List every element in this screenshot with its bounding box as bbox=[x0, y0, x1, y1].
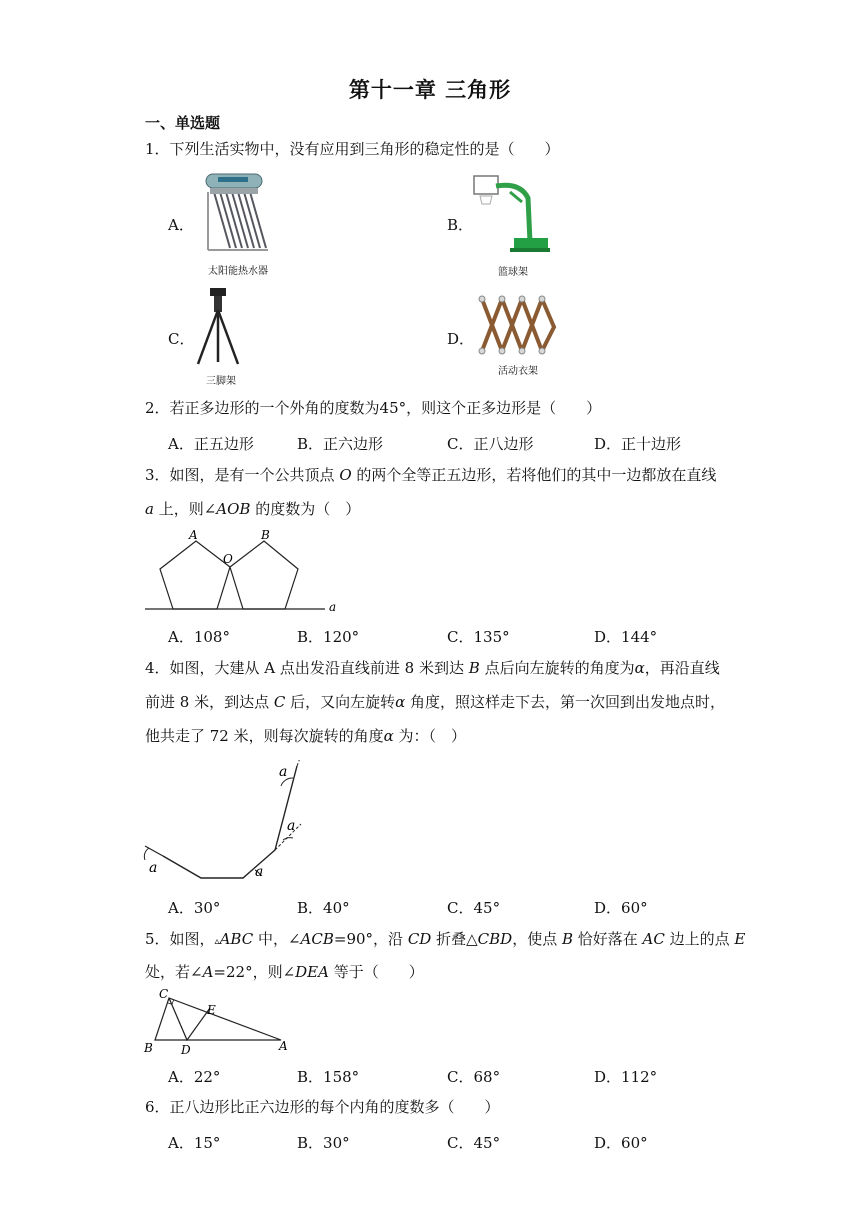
q3-label-b: B bbox=[261, 528, 270, 542]
q1-option-b-caption: 篮球架 bbox=[498, 267, 528, 278]
q5-label-b: B bbox=[144, 1041, 153, 1055]
q6-option-b: B．30° bbox=[297, 1134, 350, 1152]
question-3-line-2: a 上，则∠AOB 的度数为（ ） bbox=[145, 500, 361, 518]
q5-label-c: C bbox=[159, 987, 169, 1001]
question-3-line-1: 3．如图，是有一个公共顶点 O 的两个全等正五边形，若将他们的其中一边都放在直线 bbox=[145, 466, 717, 484]
question-5-line-1: 5．如图，▵ABC 中，∠ACB=90°，沿 CD 折叠△CBD，使点 B 恰好落在 AC 边上的点 E bbox=[145, 930, 746, 948]
tripod-icon bbox=[194, 286, 244, 372]
q6-option-d: D．60° bbox=[594, 1134, 648, 1152]
q4-angle-label-4: a bbox=[149, 860, 158, 876]
q3-option-d: D．144° bbox=[594, 628, 658, 646]
q5-label-d: D bbox=[181, 1043, 191, 1057]
q1-option-b-label: B． bbox=[447, 216, 474, 234]
basketball-stand-icon bbox=[470, 172, 555, 261]
q1-option-a-caption: 太阳能热水器 bbox=[208, 266, 268, 277]
q5-option-d: D．112° bbox=[594, 1068, 658, 1086]
q1-option-d-caption: 活动衣架 bbox=[498, 366, 538, 377]
folding-rack-icon bbox=[476, 293, 560, 363]
q3-option-c: C．135° bbox=[447, 628, 510, 646]
question-6-stem: 6．正八边形比正六边形的每个内角的度数多（ ） bbox=[145, 1098, 500, 1116]
solar-water-heater-icon bbox=[196, 170, 276, 259]
q4-walking-path-figure bbox=[143, 760, 313, 884]
q1-option-c-caption: 三脚架 bbox=[206, 376, 236, 387]
q2-option-c: C．正八边形 bbox=[447, 435, 534, 453]
question-4-line-1: 4．如图，大建从 A 点出发沿直线前进 8 米到达 B 点后向左旋转的角度为α，再沿直线 bbox=[145, 659, 720, 677]
q4-option-d: D．60° bbox=[594, 899, 648, 917]
question-2-stem: 2．若正多边形的一个外角的度数为45°，则这个正多边形是（ ） bbox=[145, 399, 602, 417]
q4-option-b: B．40° bbox=[297, 899, 350, 917]
section-heading: 一、单选题 bbox=[145, 114, 221, 132]
q4-angle-label-3: a bbox=[255, 864, 264, 880]
q5-fold-triangle-figure bbox=[143, 986, 293, 1062]
q3-label-a: A bbox=[189, 528, 198, 542]
page-title: 第十一章 三角形 bbox=[348, 78, 512, 102]
question-4-line-2: 前进 8 米，到达点 C 后，又向左旋转α 角度，照这样走下去，第一次回到出发地点时， bbox=[145, 693, 726, 711]
q1-option-d-label: D． bbox=[447, 330, 475, 348]
q4-option-c: C．45° bbox=[447, 899, 501, 917]
q3-pentagons-figure bbox=[143, 525, 348, 621]
question-1-stem: 1．下列生活实物中，没有应用到三角形的稳定性的是（ ） bbox=[145, 140, 560, 158]
q3-label-o: O bbox=[223, 552, 233, 566]
q2-option-d: D．正十边形 bbox=[594, 435, 682, 453]
q5-label-a: A bbox=[279, 1039, 288, 1053]
question-4-line-3: 他共走了 72 米，则每次旋转的角度α 为：（ ） bbox=[145, 727, 467, 745]
q3-label-line: a bbox=[329, 600, 337, 614]
q3-option-a: A．108° bbox=[168, 628, 230, 646]
q6-option-c: C．45° bbox=[447, 1134, 501, 1152]
q4-angle-label-1: a bbox=[279, 764, 288, 780]
q5-option-c: C．68° bbox=[447, 1068, 501, 1086]
q3-option-b: B．120° bbox=[297, 628, 360, 646]
q5-label-e: E bbox=[207, 1003, 216, 1017]
q4-option-a: A．30° bbox=[168, 899, 221, 917]
q2-option-a: A．正五边形 bbox=[168, 435, 254, 453]
q6-option-a: A．15° bbox=[168, 1134, 221, 1152]
q2-option-b: B．正六边形 bbox=[297, 435, 384, 453]
q5-option-b: B．158° bbox=[297, 1068, 360, 1086]
q4-angle-label-2: a bbox=[287, 818, 296, 834]
question-5-line-2: 处，若∠A=22°，则∠DEA 等于（ ） bbox=[145, 963, 424, 981]
q5-option-a: A．22° bbox=[168, 1068, 221, 1086]
q1-option-a-label: A． bbox=[168, 216, 194, 234]
q1-option-c-label: C． bbox=[168, 330, 195, 348]
